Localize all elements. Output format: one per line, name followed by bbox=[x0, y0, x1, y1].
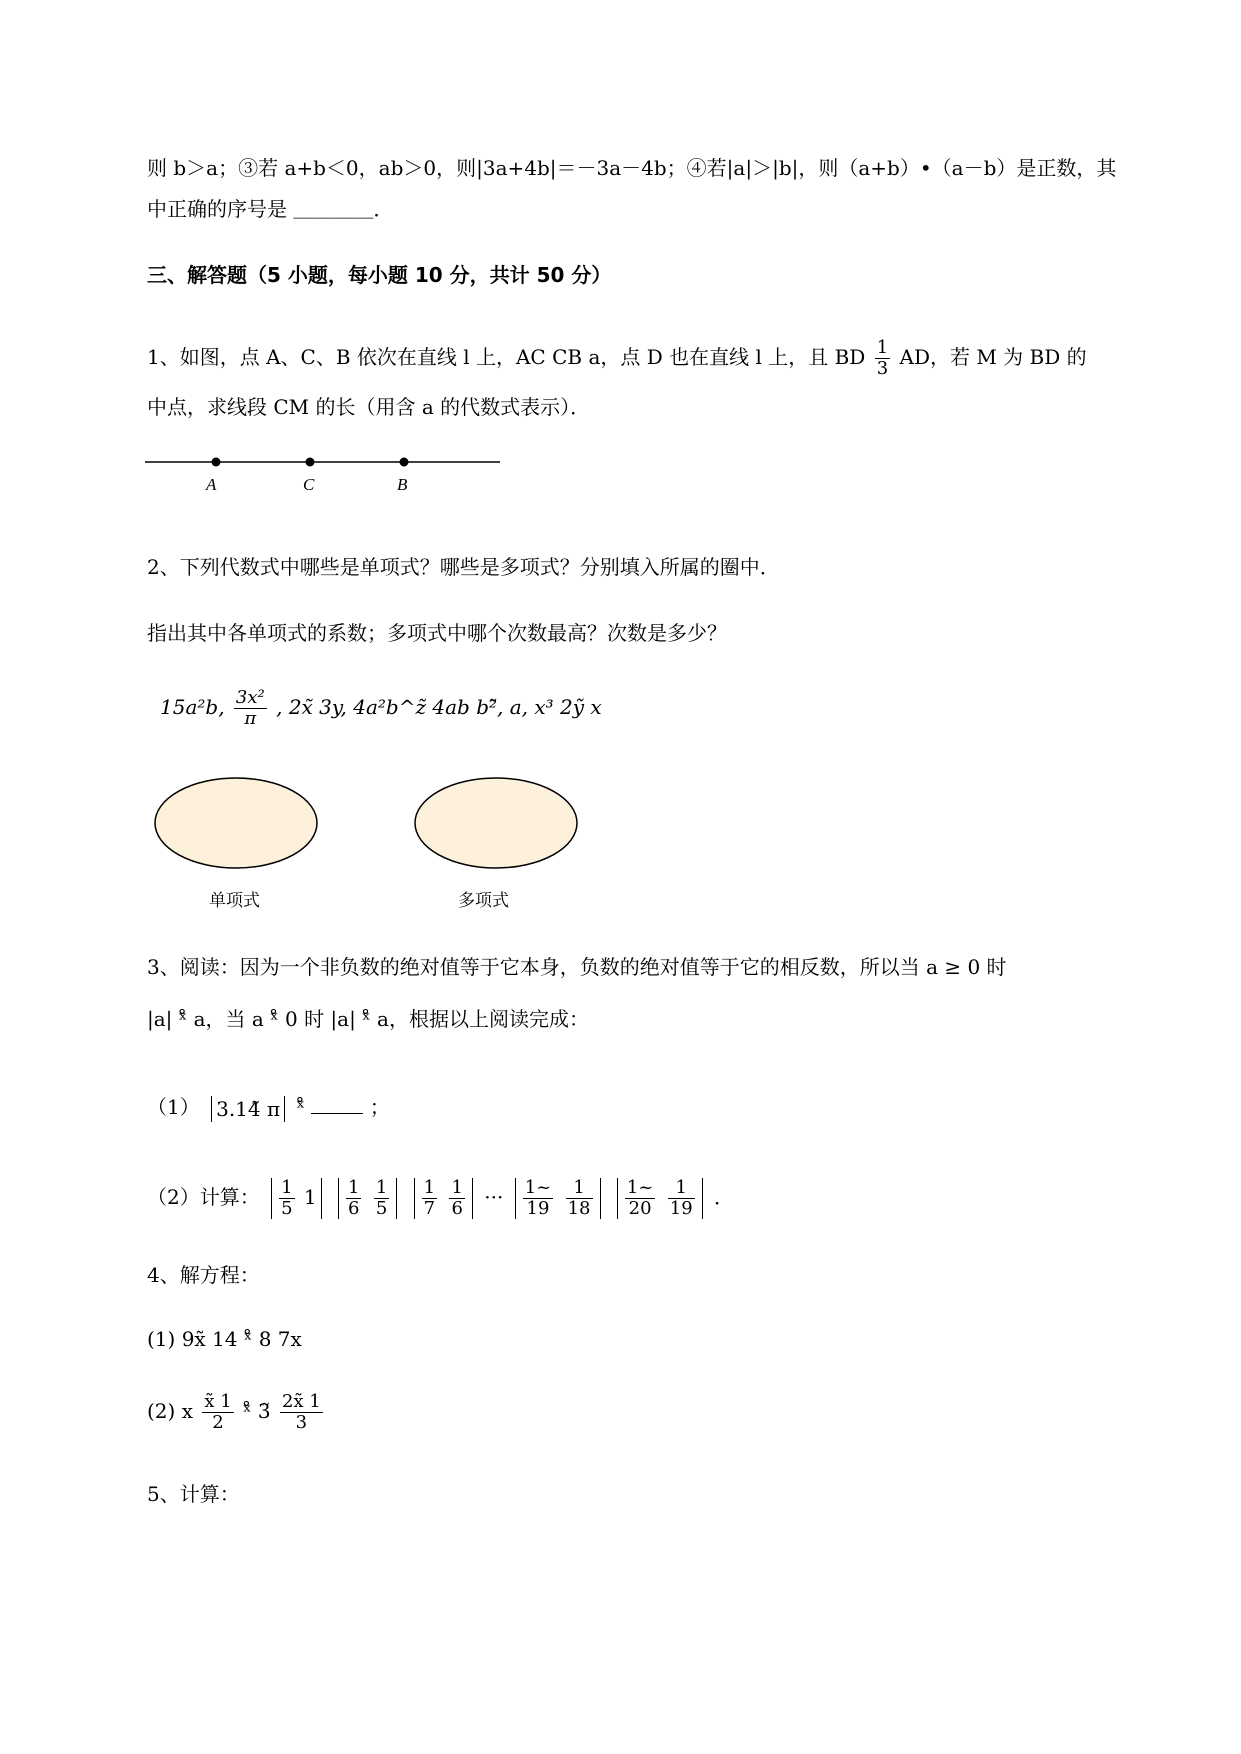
q1-text-c: a，点 D 也在直线 l 上，且 BD bbox=[588, 345, 872, 369]
q3-part-1-end: ； bbox=[369, 1095, 390, 1119]
q2-line-2: 指出其中各单项式的系数；多项式中哪个次数最高？次数是多少？ bbox=[147, 621, 727, 645]
monomial-ellipse bbox=[155, 778, 317, 868]
q4-eq2-fraction-2 bbox=[280, 1392, 323, 1433]
q3-part-1-label: （1） bbox=[147, 1095, 200, 1119]
term-4-a-den: 19 bbox=[526, 1198, 550, 1219]
polynomial-ellipse bbox=[415, 778, 577, 868]
point-b-dot bbox=[400, 458, 409, 467]
term-3-a-num: 1 bbox=[423, 1177, 436, 1198]
term-2-b-den: 5 bbox=[375, 1198, 388, 1219]
point-a-dot bbox=[212, 458, 221, 467]
q2-expression-list bbox=[160, 688, 602, 729]
q1-number-line-diagram bbox=[140, 448, 510, 498]
q3-part-1-abs: 3.14̃ π bbox=[211, 1096, 285, 1122]
q2-fraction-num: 3x² bbox=[235, 687, 265, 708]
point-b-label: B bbox=[397, 475, 408, 494]
q3-abs-term-2 bbox=[338, 1178, 397, 1219]
point-c-dot bbox=[306, 458, 315, 467]
q1-text-b: CB bbox=[552, 345, 589, 369]
q3-part-2 bbox=[147, 1178, 734, 1219]
q2-ellipses bbox=[150, 775, 600, 875]
q1-fraction bbox=[875, 338, 890, 379]
q2-expr-b: , 2x̃ 3y, 4a²b^z̃ 4ab b²̃, a, x³ 2ỹ x bbox=[276, 695, 602, 719]
q3-part-1-blank bbox=[311, 1095, 363, 1114]
point-a-label: A bbox=[206, 475, 217, 494]
q1-line-1 bbox=[147, 338, 1087, 379]
q4-eq2-mid: ˣ̊ 3̃ bbox=[243, 1399, 277, 1423]
q4-eq2-f1-den: 2 bbox=[212, 1412, 224, 1433]
term-4-b-den: 18 bbox=[567, 1198, 591, 1219]
term-1-a-den: 5 bbox=[281, 1198, 293, 1219]
q4-equation-1: (1) 9x̃ 14 ˣ̊ 8 7x bbox=[147, 1327, 302, 1351]
q3-part-1-eq: ˣ̊ bbox=[296, 1095, 305, 1119]
q1-line-2: 中点，求线段 CM 的长（用含 a 的代数式表示）． bbox=[147, 395, 591, 419]
term-4-b-num: 1 bbox=[566, 1178, 593, 1199]
polynomial-label: 多项式 bbox=[458, 891, 509, 911]
term-5-b-den: 19 bbox=[669, 1198, 693, 1219]
q3-ellipsis: ··· bbox=[484, 1185, 504, 1209]
q4-title: 4、解方程： bbox=[147, 1263, 260, 1287]
q3-abs-term-5 bbox=[617, 1178, 703, 1219]
q1-text-d: AD，若 M 为 BD 的 bbox=[899, 345, 1087, 369]
term-3-b-num: 1 bbox=[451, 1177, 463, 1198]
q2-fraction-den: π bbox=[244, 708, 257, 729]
q4-eq2-pre: (2) x bbox=[147, 1399, 193, 1423]
q5-title: 5、计算： bbox=[147, 1482, 240, 1506]
section-title: 三、解答题（5 小题，每小题 10 分，共计 50 分） bbox=[147, 263, 612, 287]
term-5-a-num: 1~ bbox=[626, 1177, 654, 1198]
q3-line-2: |a| ˣ̊ a，当 a ˣ̊ 0 时 |a| ˣ̊ a，根据以上阅读完成： bbox=[147, 1007, 589, 1031]
q4-eq2-f2-num: 2x̃ 1 bbox=[281, 1391, 321, 1412]
q3-abs-term-3 bbox=[414, 1178, 473, 1219]
term-2-a-den: 6 bbox=[348, 1198, 360, 1219]
q3-abs-term-4 bbox=[515, 1178, 601, 1219]
term-2-b-num: 1 bbox=[375, 1177, 388, 1198]
q3-part-1 bbox=[147, 1094, 390, 1122]
q2-expr-a: 15a²b, bbox=[160, 695, 225, 719]
q3-abs-term-1 bbox=[271, 1178, 322, 1219]
q4-eq2-f2-den: 3 bbox=[295, 1412, 308, 1433]
q1-fraction-num: 1 bbox=[876, 337, 889, 358]
prev-question-line-2: 中正确的序号是 ＿＿＿＿． bbox=[147, 197, 394, 221]
q4-eq2-f1-num: x̃ 1 bbox=[204, 1391, 232, 1412]
term-1-a-num: 1 bbox=[281, 1177, 293, 1198]
q3-line-1: 3、阅读：因为一个非负数的绝对值等于它本身，负数的绝对值等于它的相反数，所以当 a ≥ 0 时 bbox=[147, 955, 1007, 979]
monomial-label: 单项式 bbox=[209, 891, 260, 911]
term-4-a-num: 1~ bbox=[524, 1177, 552, 1198]
term-3-a-den: 7 bbox=[423, 1198, 436, 1219]
term-2-a-num: 1 bbox=[348, 1177, 360, 1198]
q4-equation-2 bbox=[147, 1392, 326, 1433]
point-c-label: C bbox=[303, 475, 315, 494]
q2-line-1: 2、下列代数式中哪些是单项式？哪些是多项式？分别填入所属的圈中． bbox=[147, 555, 780, 579]
term-1-b: 1 bbox=[303, 1185, 317, 1209]
prev-question-line-1: 则 b＞a；③若 a+b＜0，ab＞0，则|3a+4b|＝－3a－4b；④若|a|＞|b|，则（a+b）•（a－b）是正数，其 bbox=[147, 156, 1117, 180]
q3-part-2-end: ． bbox=[714, 1185, 735, 1209]
q3-part-2-label: （2）计算： bbox=[147, 1185, 260, 1209]
q4-eq2-fraction-1 bbox=[202, 1392, 233, 1433]
q1-text-a: 1、如图，点 A、C、B 依次在直线 l 上，AC bbox=[147, 345, 553, 369]
q1-fraction-den: 3 bbox=[876, 358, 889, 379]
term-5-b-num: 1 bbox=[668, 1178, 695, 1199]
term-3-b-den: 6 bbox=[451, 1198, 463, 1219]
q2-fraction bbox=[234, 688, 267, 729]
term-5-a-den: 20 bbox=[628, 1198, 652, 1219]
